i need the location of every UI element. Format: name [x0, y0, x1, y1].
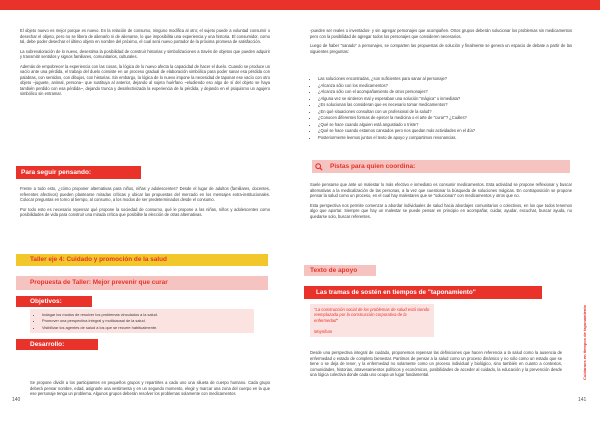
paragraph: Desde una perspectiva integral de cuidado, proponemos repensar las definiciones que hacen referencia a la salud como la ausencia de enfermedad o estado de completo bienestar. Partimos de pensar a la salud como un proceso dinámico y no sólo como un estado que se tiene o se deja de tener, y la enfermedad no solamente como un proceso individual y biológico, sino también en cuanto a contextos, comunidades, historias, atravesamientos políticos y económicos, posibilidades de acceder al cuidado, la educación y la prevención desde una lógica colectiva donde cada uno ocupa un lugar fundamental.: [310, 350, 562, 377]
paragraph: Por todo esto es necesario repensar qué propone la sociedad de consumo, qué le propone a las niñas, niños y adolescentes como posibilidades de vida para construir una mirada crítica que posibilite la elección de otras alternativas.: [20, 206, 270, 217]
list-item: • Posteriormente leemos juntos el texto de apoyo y compartimos resonancias.: [318, 135, 576, 140]
top-text: [310, 28, 572, 58]
tramas-heading: Las tramas de sostén en tiempos de "taponamiento": [304, 286, 542, 299]
top-accent-bar: [300, 0, 600, 10]
para-seguir-heading: Para seguir pensando:: [16, 166, 141, 179]
objetivos-box: [30, 309, 254, 333]
desarrollo-heading: Desarrollo:: [16, 339, 98, 350]
list-item: • ¿Alcanza sólo con el acompañamiento de otros personajes?: [318, 89, 576, 94]
quote-text: "La construcción social de los problemas de salud está siendo reemplazada por la construcción corporativa de la enfermedad": [314, 307, 430, 323]
bottom-text: [310, 350, 562, 382]
list-item: • ¿Es solucionan las consideran que es necesario tomar medicamentos?: [318, 102, 576, 107]
pistas-heading: [312, 160, 570, 173]
desarrollo-text: [30, 380, 270, 401]
list-item: • ¿Alcanza sólo con los medicamentos?: [318, 83, 576, 88]
objetivos-heading: Objetivos:: [16, 296, 92, 307]
texto-apoyo-heading: Texto de apoyo: [304, 265, 376, 276]
page-number: 141: [578, 397, 587, 403]
quote-box: [310, 304, 434, 337]
quote-author: Moynihan: [314, 329, 333, 334]
list-item: • ¿Alguna vez se sintieron mal y esperaban una solución "mágica" o inmediata?: [318, 96, 576, 101]
paragraph: -pueden ser reales o inventados- y sin agregar personajes que acompañen. Otros grupos deberán solucionar los problemas sin medicamentos pero con la posibilidad de agregar todos los personajes que consideren necesarios.: [310, 28, 572, 39]
paragraph: Luego de haber "sanado" a personajes, se comparten las propuestas de solución y finalmente se genera un espacio de debate a partir de las siguientes preguntas:: [310, 43, 572, 54]
pistas-heading-label: Pistas para quien coordina:: [330, 163, 416, 170]
paragraph: Además de empobrecer la experiencia con las cosas, la lógica de lo nuevo afecta la capacidad de hacer el duelo. Cuando se produce un vacío ante una pérdida, el trabajo del duelo consiste en un proceso gradual de elaboración simbólica para poder sanar esa pérdida con palabras, con sentidos, con dibujos, con historias. Sin embargo, la lógica de lo nuevo impone la necesidad de taponar ese vacío con otro objeto –juguete, animal, persona– que sustituya al anterior, dejando al sujeto huérfano ~eludiendo eso algo de sí del objeto se haya también perdido con esa pérdida~, dejando trunca y desafectivizada la experiencia de la pérdida, y dejando en el psiquismo un agujero simbólico sin entramar.: [20, 63, 270, 96]
paragraph: La sobrevaloración de lo nuevo, desestima la posibilidad de construir historias y simbolizaciones a través de objetos que pueden adquirir y transmitir sentidos y signos familiares, comunitarios, culturales.: [20, 48, 270, 59]
pistas-text: [310, 182, 572, 223]
list-item: • Indagar los modos de resolver los problemas vinculados a la salud.: [42, 312, 252, 317]
paragraph: Se propone dividir a los participantes en pequeños grupos y repartirles a cada uno una silueta de cuerpo humano. Cada grupo deberá pensar nombre, edad, asignarle una vestimenta y en un segundo momento, elegir y marcar una zona del cuerpo en la que ese personaje tenga un problema. Algunos grupos deberán resolver los problemas solamente con medicamentos: [30, 380, 270, 396]
list-item: • Las soluciones encontradas, ¿son suficientes para sanar al personaje?: [318, 76, 576, 81]
taller-bar: Taller eje 4: Cuidado y promoción de la salud: [16, 254, 268, 266]
objetivos-list: [34, 312, 252, 331]
list-item: • ¿Qué se hace cuando alguien está angustiado o triste?: [318, 122, 576, 127]
paragraph: Suele pensarse que ante un malestar lo más efectivo e inmediato es consumir medicamentos. Esta actividad se propone reflexionar y buscar alternativas a la medicalización de las personas, a la vez que cuestionar la búsqueda de soluciones mágicas. En contraposición se propone pensar la salud como un proceso, en el cual hay malestares que se "solucionan" con medicamentos y otros que no.: [310, 182, 572, 198]
questions-list: [310, 76, 576, 141]
list-item: • Promover una perspectiva integral y multicausal de la salud.: [42, 318, 252, 323]
search-icon: [315, 163, 323, 171]
intro-text: [20, 28, 270, 101]
propuesta-heading: Propuesta de Taller: Mejor prevenir que curar: [16, 276, 268, 290]
list-item: • ¿Conocen diferentes formas de ejercer la medicina o el arte de "curar"? ¿Cuáles?: [318, 115, 576, 120]
list-item: • ¿Qué se hace cuando estamos cansados pero nos quedan más actividades en el día?: [318, 128, 576, 133]
top-accent-bar: [0, 0, 300, 10]
paragraph: Esta perspectiva nos permite comenzar a abordar individuales de salud hacia abordajes comunitarios o colectivos, en los que todos tenemos algo que aportar. Siempre que hay un malestar se puede pensar en principio en acompañar, cuidar, ayudar, escuchar, buscar ayuda, no quedarse solo, buscar referentes.: [310, 202, 572, 219]
para-seguir-text: [20, 186, 270, 222]
list-item: • Visibilizar los agentes de salud a los que se recurre habitualmente.: [42, 325, 252, 330]
paragraph: Frente a todo esto, ¿cómo proponer alternativas para niños, niñas y adolescentes? Desde el lugar de adultos (familiares, docentes, referentes afectivos) pueden plantearse miradas críticas y ubicar las propuestas del mercado en los mensajes extra-institucionales. Colocar preguntas en torno al tiempo, al consumo, a los modos de ser predeterminados desde el consumo.: [20, 186, 270, 202]
list-item: • ¿En qué situaciones consultan con un profesional de la salud?: [318, 109, 576, 114]
paragraph: El objeto nuevo es mejor porque es nuevo. En la relación de consumo, ninguno modifica al otro; el sujeto puede a voluntad consumir o desechar el objeto, pero no se libera de alienarlo ni de alienarse, lo que imposibilita una experiencia y una historia. El consumidor, como tal, debe poder desechar el último objeto en nombre del próximo, el cual será nuevo portador de la próxima promesa de satisfacción.: [20, 28, 270, 44]
page-number: 140: [12, 397, 21, 403]
vertical-section-label: Cuidarnos en tiempos de taponamiento: [582, 304, 587, 380]
right-page: [300, 0, 600, 424]
